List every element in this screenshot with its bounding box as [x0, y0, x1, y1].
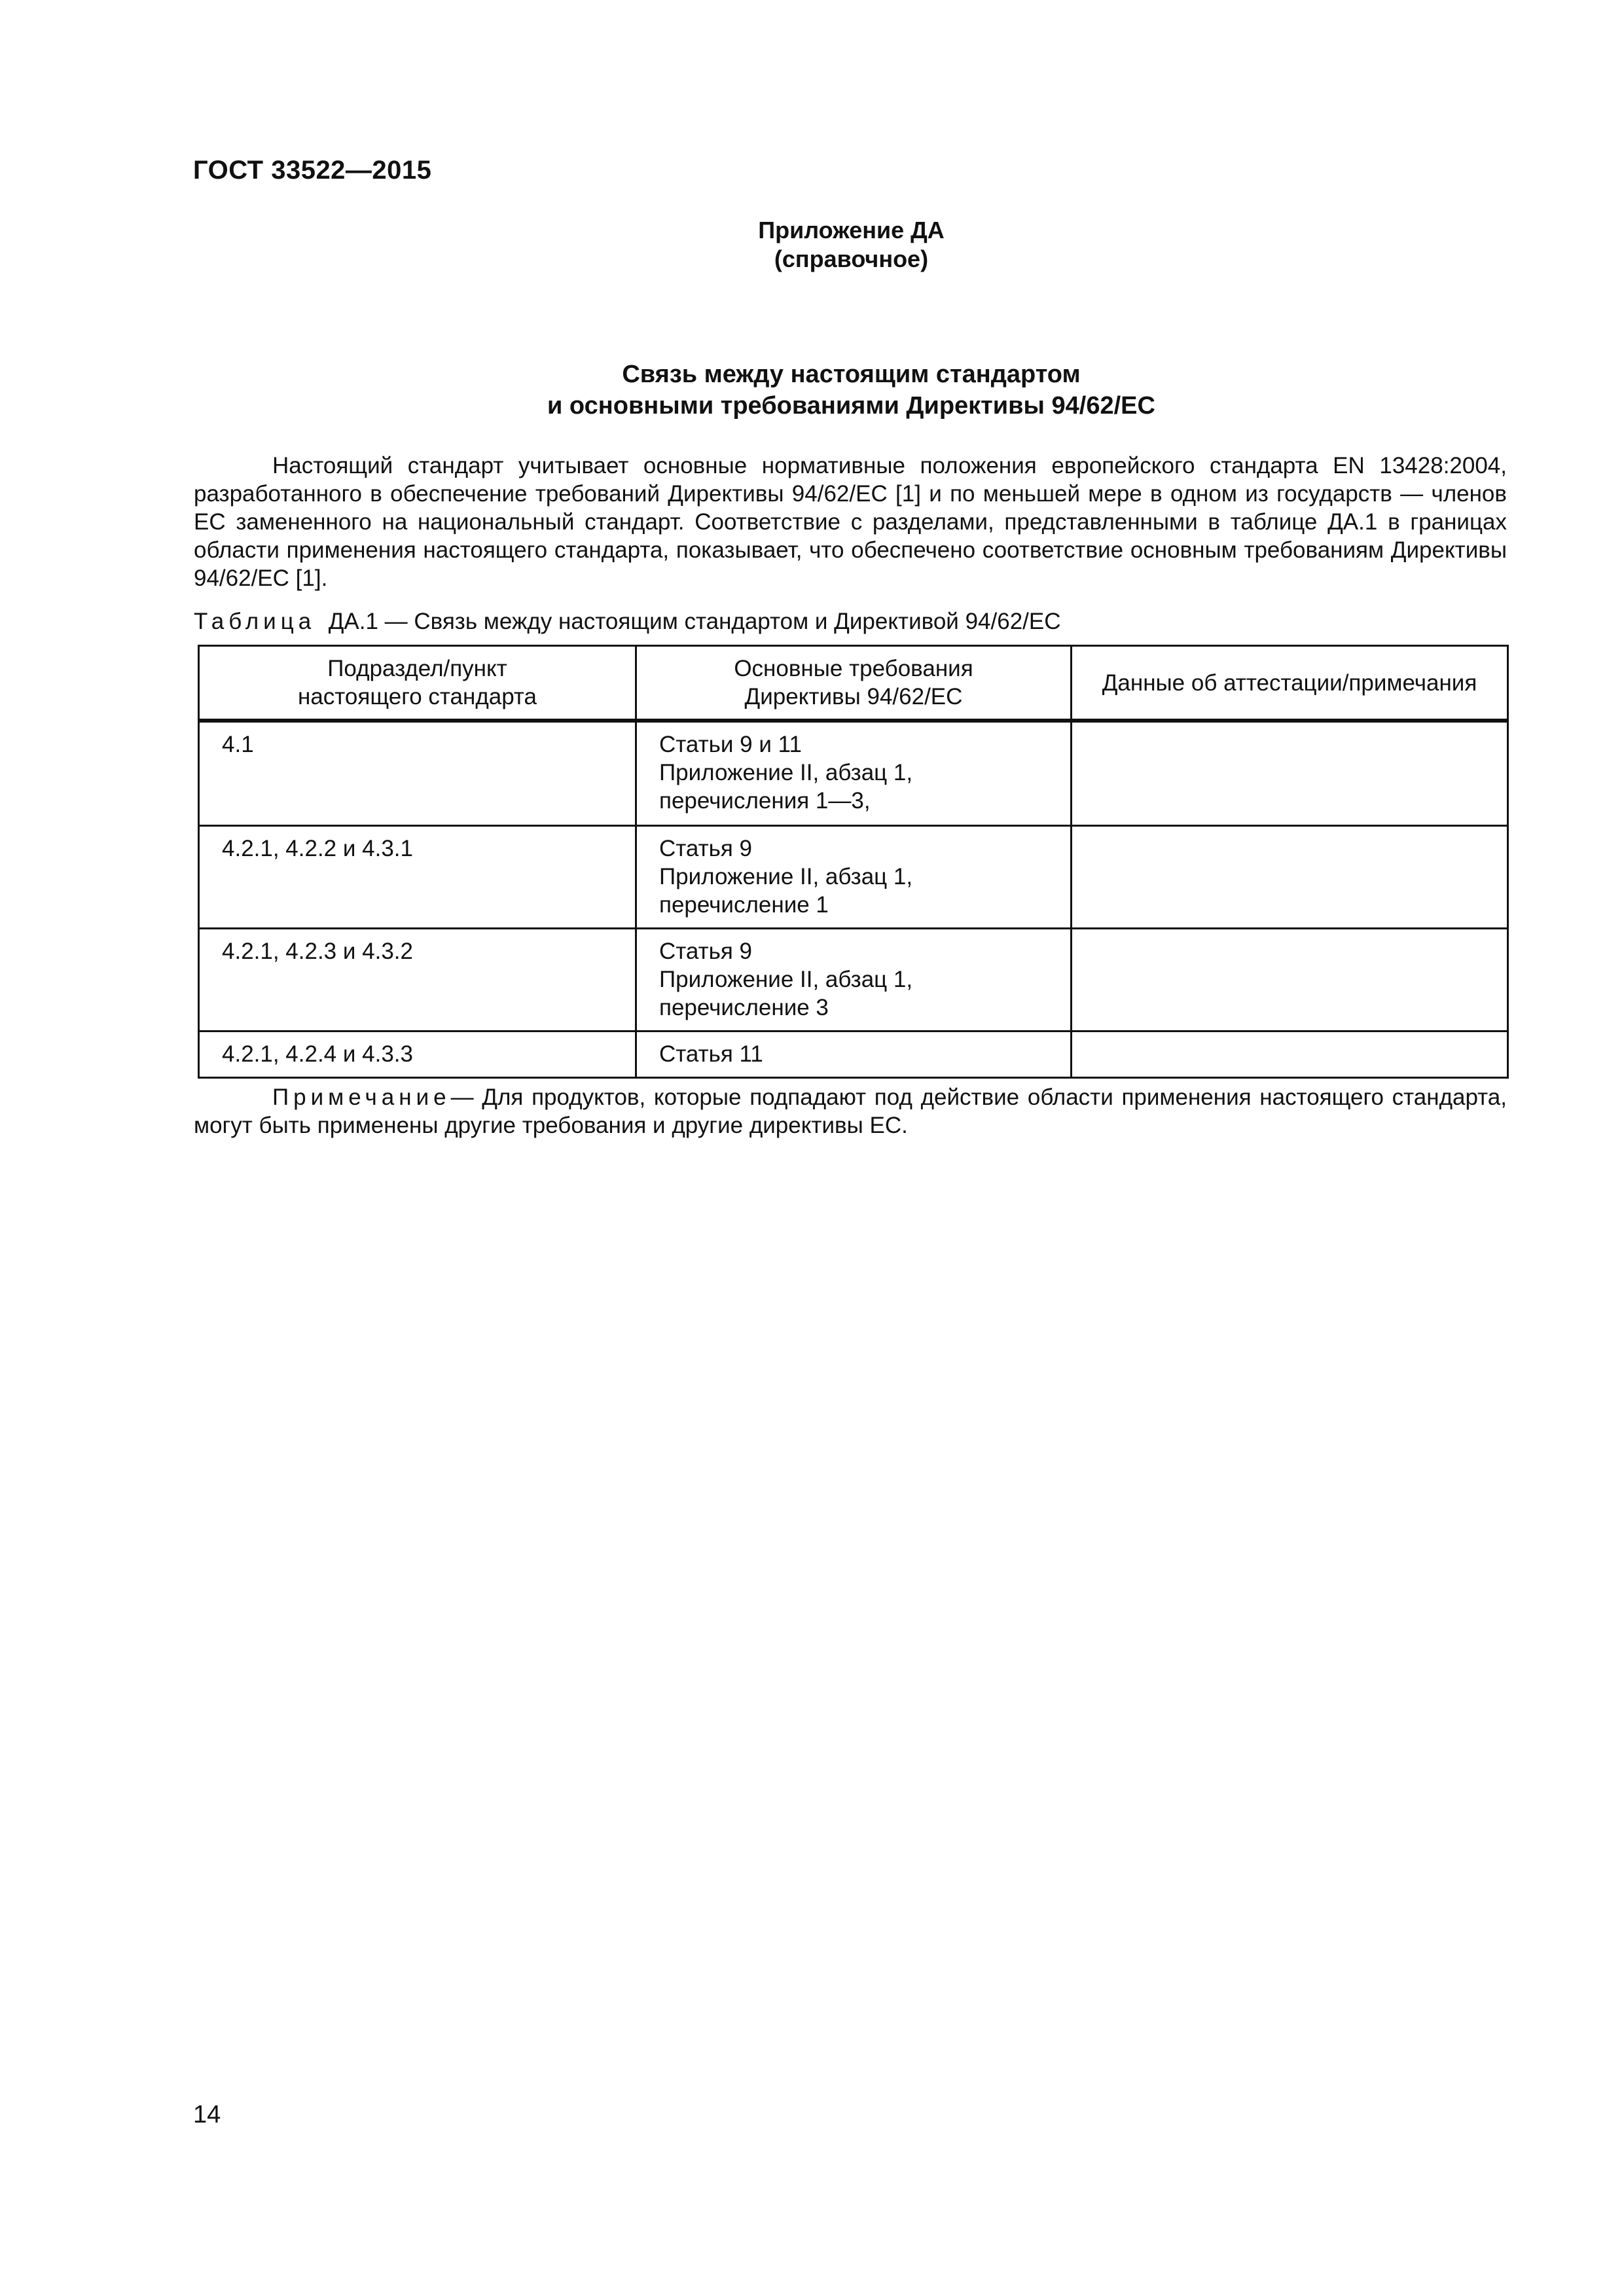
cell-requirements — [636, 826, 1072, 929]
cell-requirements — [636, 1031, 1072, 1078]
column-header-notes-line-1: Данные об аттестации/примечания — [1102, 670, 1477, 696]
table-row — [199, 826, 1508, 929]
standard-number: ГОСТ 33522—2015 — [193, 156, 432, 185]
requirement-line: Статья 11 — [659, 1041, 763, 1067]
column-header-requirements-line-1: Основные требования — [734, 656, 973, 681]
cell-notes — [1072, 721, 1508, 826]
cell-requirements — [636, 929, 1072, 1031]
intro-paragraph: Настоящий стандарт учитывает основные нормативные положения европейского стандарта EN 13428:2004, разработанного в обеспечение требований Директивы 94/62/ЕС [1] и по меньшей мере в одном из государств — членов ЕС замененного на национальный стандарт. Соответствие с разделами, представленными в таблице ДА.1 в границах области применения настоящего стандарта, показывает, что обеспечено соответствие основным требованиям Директивы 94/62/ЕС [1]. — [194, 453, 1507, 591]
requirement-line: перечисление 3 — [659, 995, 829, 1020]
cell-notes — [1072, 1031, 1508, 1078]
requirement-line: Статья 9 — [659, 836, 753, 861]
column-header-clause-line-1: Подраздел/пункт — [327, 656, 507, 681]
annex-subtitle: (справочное) — [774, 245, 929, 272]
column-header-clause — [199, 646, 636, 721]
annex-title: Приложение ДА — [758, 217, 945, 243]
cell-clause: 4.2.1, 4.2.3 и 4.3.2 — [199, 929, 636, 1031]
page-number: 14 — [193, 2101, 221, 2128]
requirement-line: Статья 9 — [659, 939, 753, 964]
table-caption-text: ДА.1 — Связь между настоящим стандартом и Директивой 94/62/ЕС — [328, 609, 1061, 634]
cell-requirements — [636, 721, 1072, 826]
table-row — [199, 721, 1508, 826]
table-header-row — [199, 646, 1508, 721]
cell-clause: 4.2.1, 4.2.4 и 4.3.3 — [199, 1031, 636, 1078]
correspondence-table — [198, 645, 1509, 1079]
section-title — [0, 359, 1624, 422]
column-header-requirements — [636, 646, 1072, 721]
requirement-line: перечисления 1—3, — [659, 788, 871, 814]
cell-clause: 4.2.1, 4.2.2 и 4.3.1 — [199, 826, 636, 929]
requirement-line: Приложение II, абзац 1, — [659, 967, 913, 992]
note-text: — Для продуктов, которые подпадают под действие области применения настоящего стандарта, могут быть применены другие требования и другие директивы ЕС. — [194, 1085, 1507, 1138]
requirement-line: перечисление 1 — [659, 892, 829, 918]
annex-heading — [0, 216, 1624, 274]
note-label: Примечание — [272, 1085, 451, 1110]
table-caption — [194, 607, 1061, 636]
table-note — [194, 1083, 1507, 1139]
section-title-line-2: и основными требованиями Директивы 94/62/ЕС — [547, 392, 1155, 420]
requirement-line: Приложение II, абзац 1, — [659, 760, 913, 785]
section-title-line-1: Связь между настоящим стандартом — [622, 361, 1081, 388]
cell-clause: 4.1 — [199, 721, 636, 826]
table-caption-label: Таблица — [194, 609, 316, 634]
cell-notes — [1072, 929, 1508, 1031]
column-header-requirements-line-2: Директивы 94/62/ЕС — [744, 684, 963, 709]
column-header-clause-line-2: настоящего стандарта — [297, 684, 537, 709]
requirement-line: Статьи 9 и 11 — [659, 732, 802, 757]
requirement-line: Приложение II, абзац 1, — [659, 864, 913, 889]
table-row — [199, 929, 1508, 1031]
column-header-notes — [1072, 646, 1508, 721]
table-row — [199, 1031, 1508, 1078]
cell-notes — [1072, 826, 1508, 929]
